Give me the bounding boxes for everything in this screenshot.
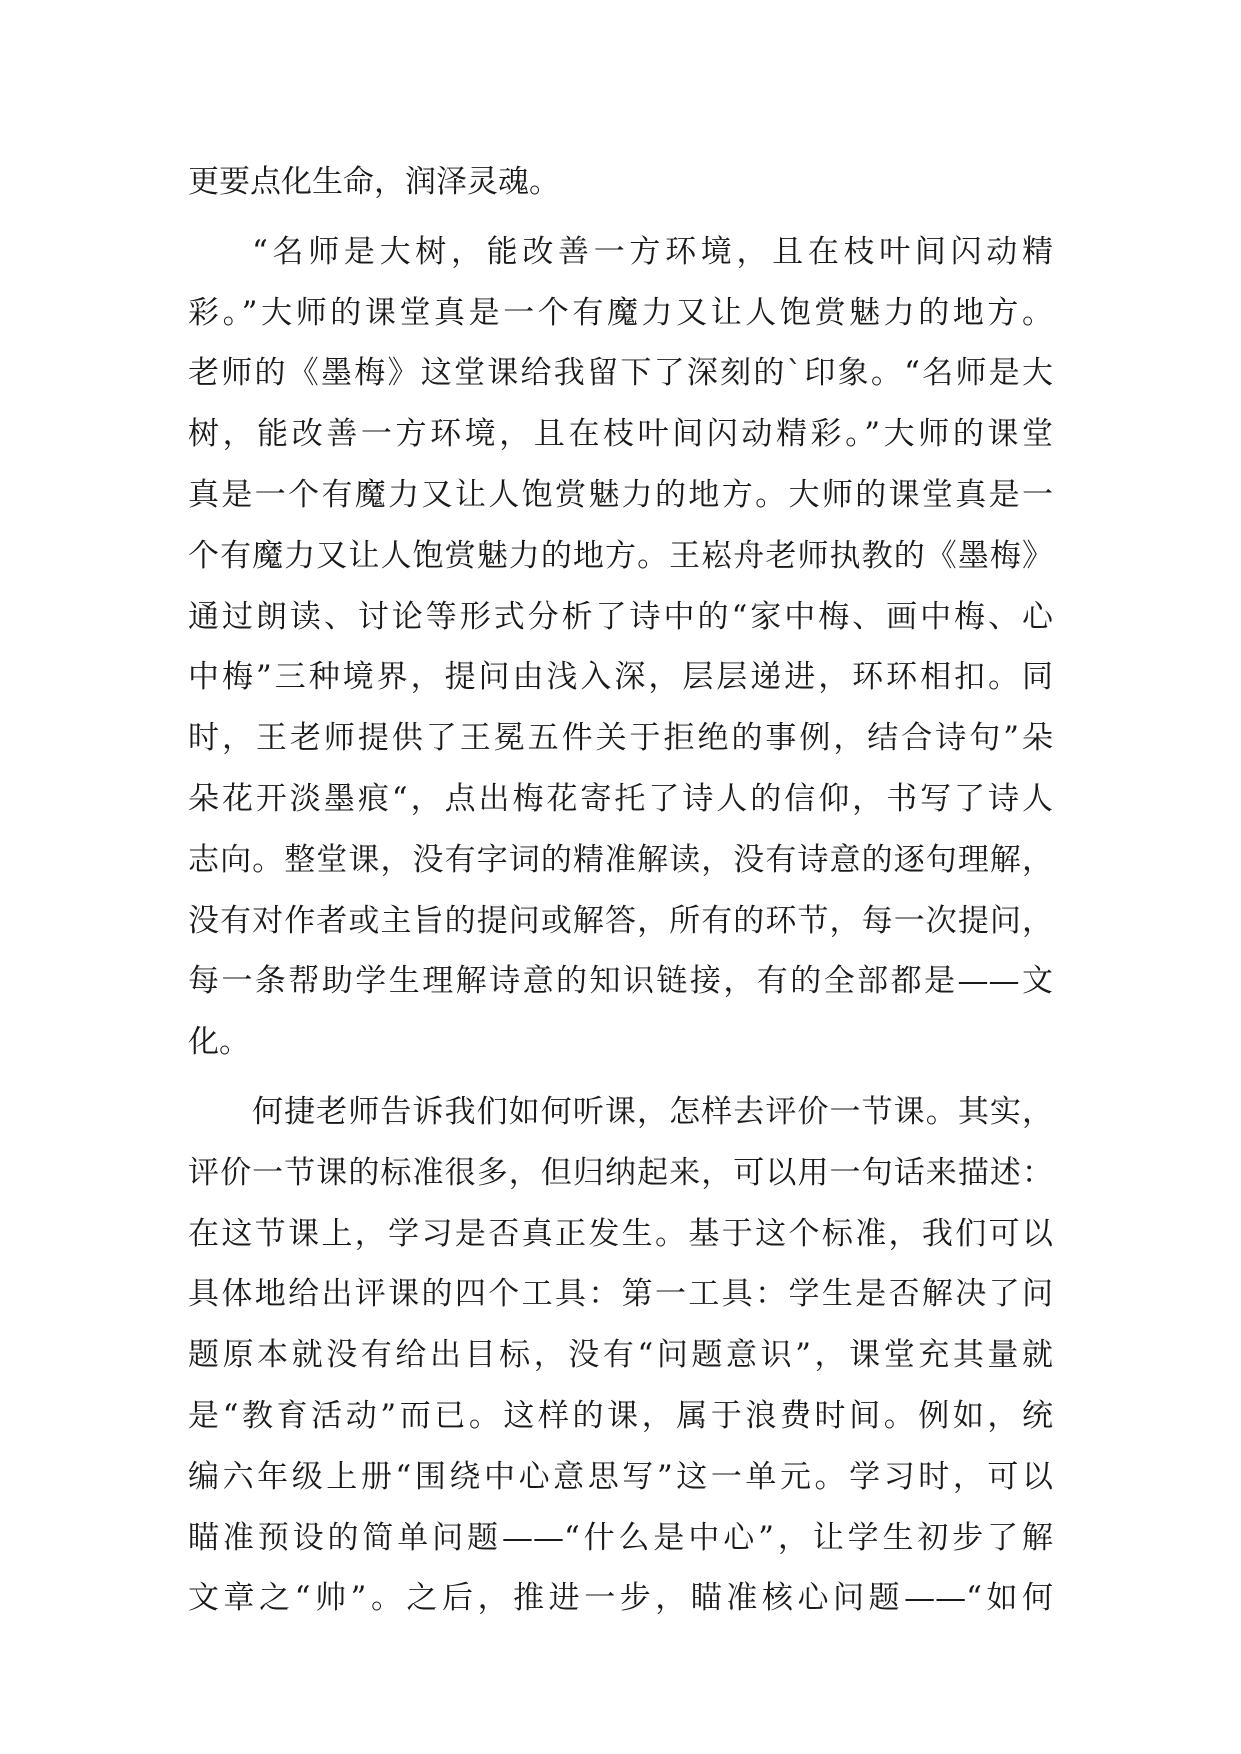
- text-line: 时，王老师提供了王冕五件关于拒绝的事例，结合诗句”朵: [188, 720, 1053, 757]
- text-line: 没有对作者或主旨的提问或解答，所有的环节，每一次提问，: [188, 902, 1053, 939]
- text-line: 评价一节课的标准很多，但归纳起来，可以用一句话来描述：: [188, 1154, 1053, 1191]
- paragraph-first-line: 何捷老师告诉我们如何听课，怎样去评价一节课。其实，: [252, 1093, 1053, 1130]
- text-line: 瞄准预设的简单问题——“什么是中心”，让学生初步了解: [188, 1519, 1053, 1556]
- text-line: 编六年级上册“围绕中心意思写”这一单元。学习时，可以: [188, 1458, 1053, 1495]
- text-line: 文章之“帅”。之后，推进一步，瞄准核心问题——“如何: [188, 1580, 1053, 1617]
- text-line: 具体地给出评课的四个工具：第一工具：学生是否解决了问: [188, 1276, 1053, 1313]
- text-line: 真是一个有魔力又让人饱赏魅力的地方。大师的课堂真是一: [188, 476, 1053, 513]
- text-line: 每一条帮助学生理解诗意的知识链接，有的全部都是——文: [188, 963, 1053, 1000]
- text-line: 化。: [188, 1024, 250, 1061]
- text-line: 老师的《墨梅》这堂课给我留下了深刻的`印象。“名师是大: [188, 355, 1053, 392]
- text-line: 更要点化生命，润泽灵魂。: [188, 164, 560, 200]
- text-line: 题原本就没有给出目标，没有“问题意识”，课堂充其量就: [188, 1337, 1053, 1374]
- body-text: [188, 152, 1053, 1629]
- text-line: 中梅”三种境界，提问由浅入深，层层递进，环环相扣。同: [188, 659, 1053, 696]
- text-line: 个有魔力又让人饱赏魅力的地方。王崧舟老师执教的《墨梅》: [188, 537, 1053, 574]
- text-line: 通过朗读、讨论等形式分析了诗中的“家中梅、画中梅、心: [188, 598, 1053, 635]
- paragraph-first-line: “名师是大树，能改善一方环境，且在枝叶间闪动精: [252, 233, 1053, 270]
- text-line: 朵花开淡墨痕“，点出梅花寄托了诗人的信仰，书写了诗人: [188, 780, 1053, 817]
- text-line: 彩。”大师的课堂真是一个有魔力又让人饱赏魅力的地方。: [188, 294, 1053, 331]
- text-line: 是“教育活动”而已。这样的课，属于浪费时间。例如，统: [188, 1397, 1053, 1434]
- text-line: 在这节课上，学习是否真正发生。基于这个标准，我们可以: [188, 1215, 1053, 1252]
- text-line: 树，能改善一方环境，且在枝叶间闪动精彩。”大师的课堂: [188, 416, 1053, 453]
- text-line: 志向。整堂课，没有字词的精准解读，没有诗意的逐句理解，: [188, 841, 1053, 878]
